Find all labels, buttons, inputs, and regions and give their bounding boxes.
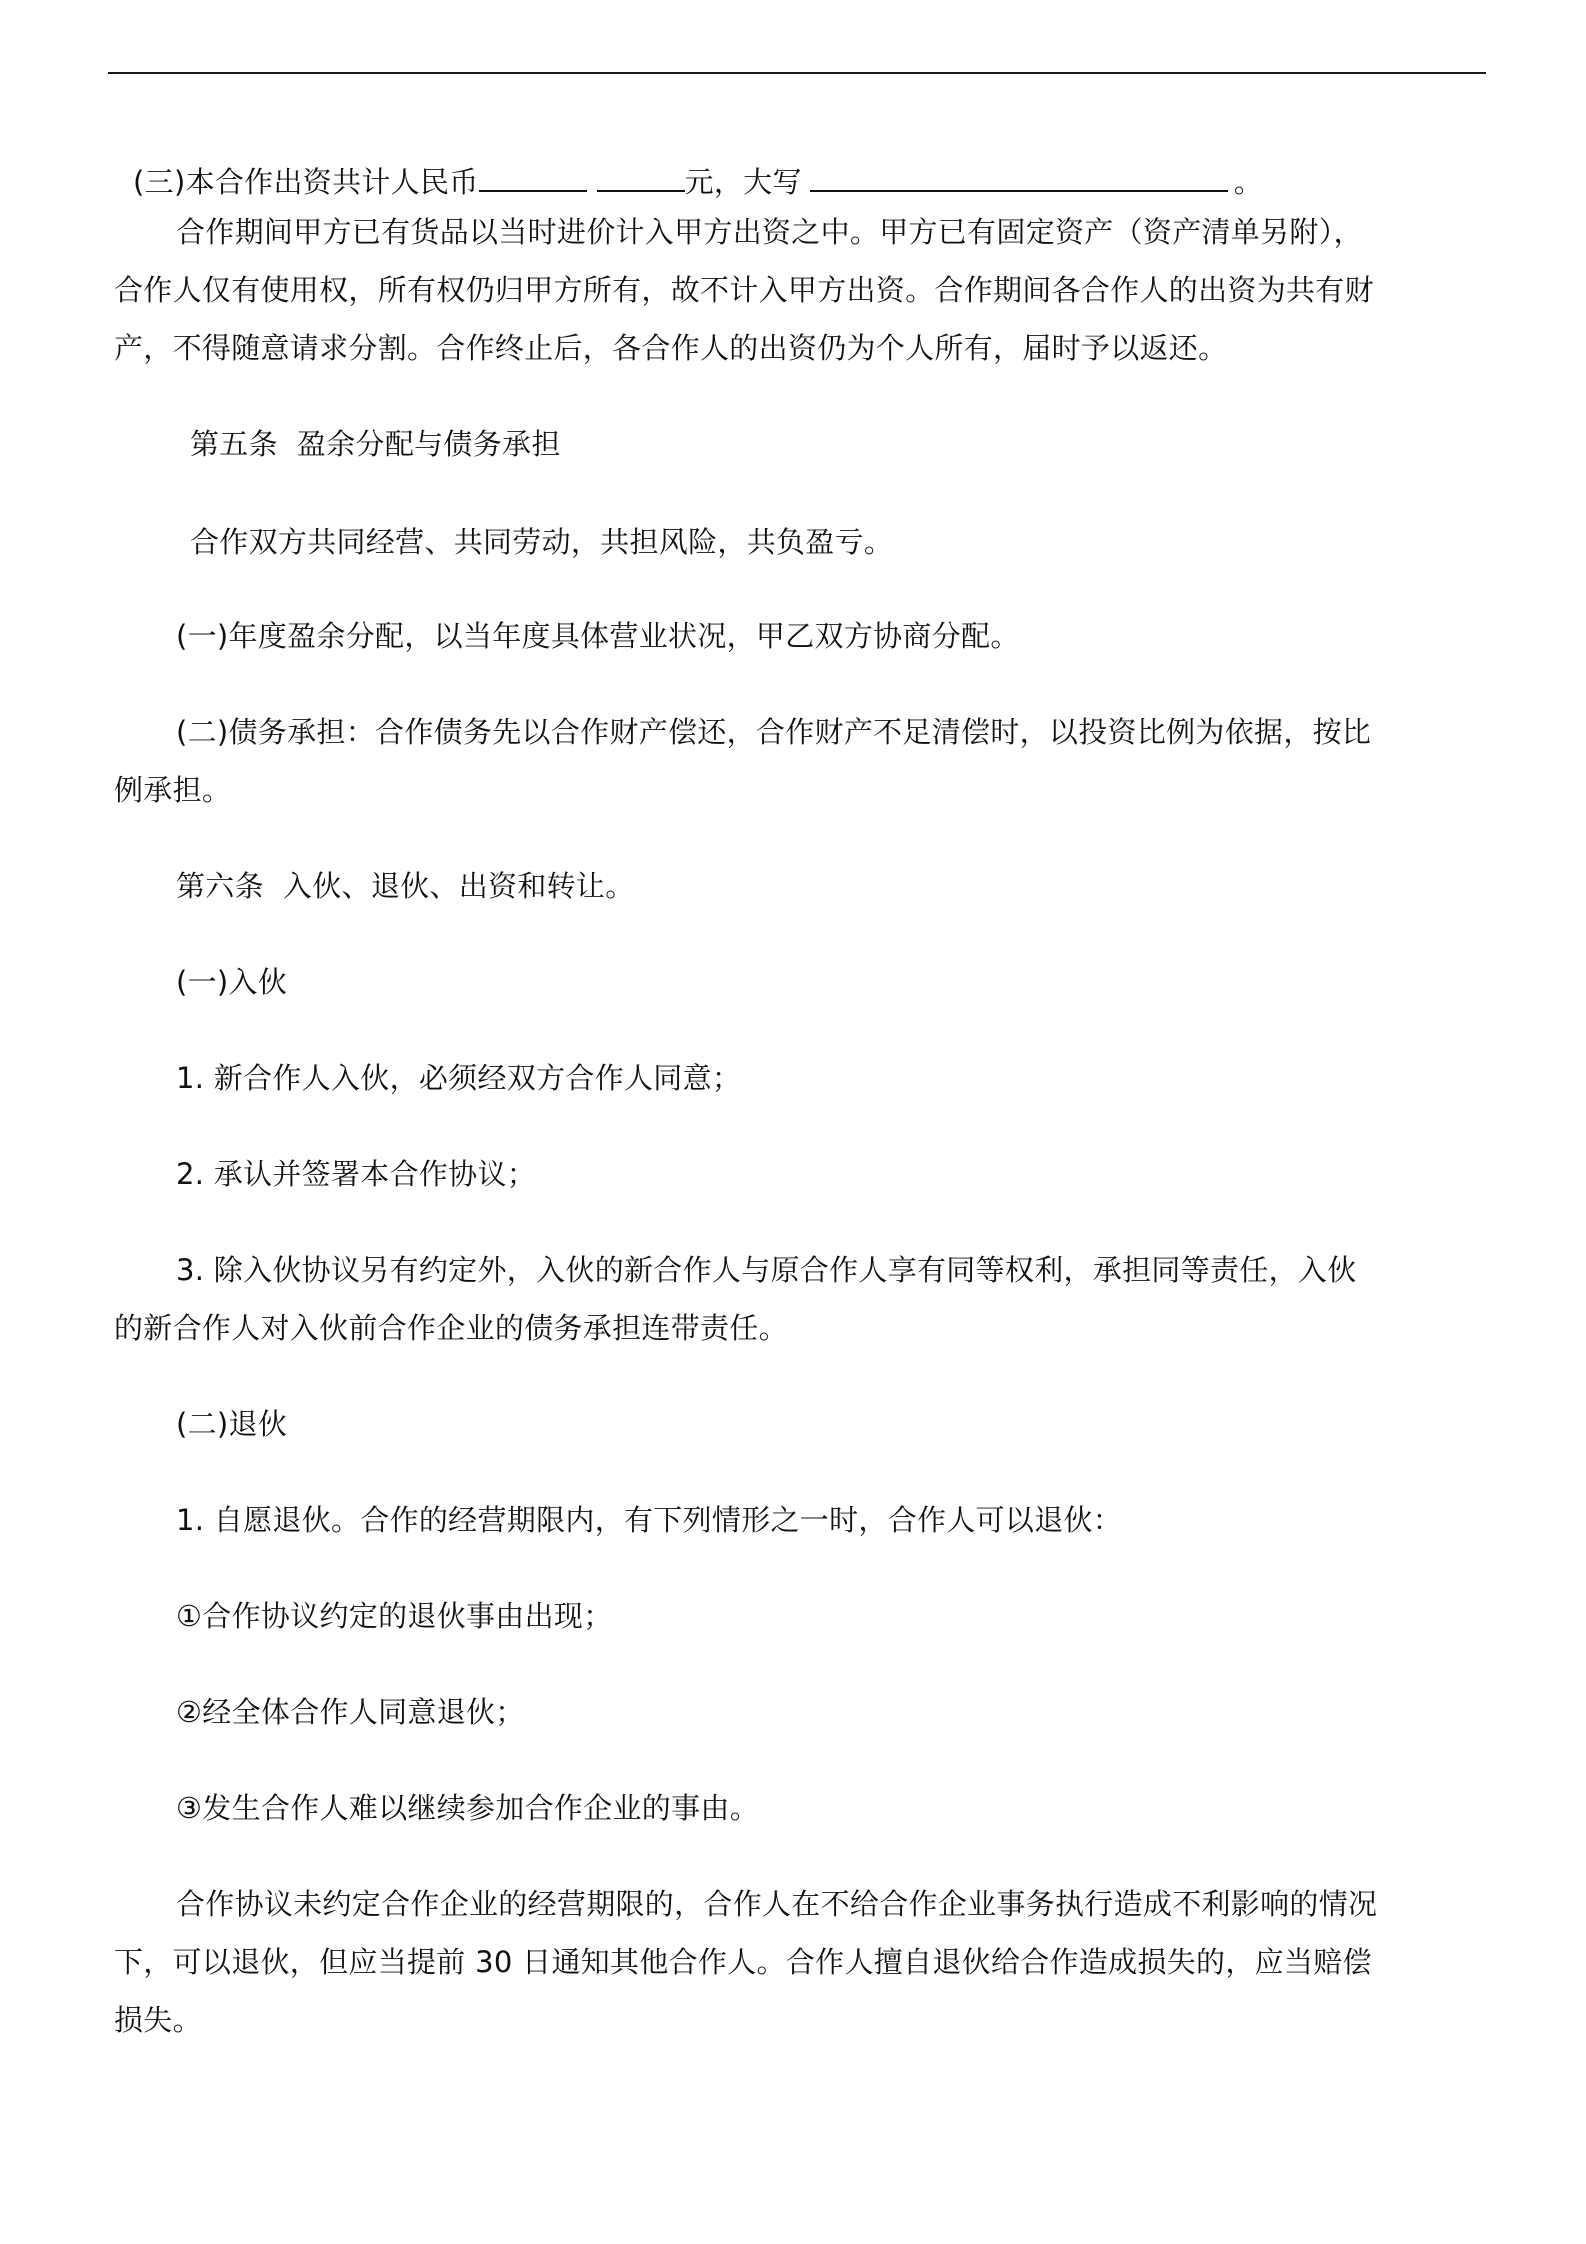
paragraph-line: (二)债务承担：合作债务先以合作财产偿还，合作财产不足清偿时，以投资比例为依据，按比 [176,715,1372,749]
list-item: ②经全体合作人同意退伙； [176,1695,525,1729]
paragraph-line: 合作期间甲方已有货品以当时进价计入甲方出资之中。甲方已有固定资产（资产清单另附）， [176,215,1363,249]
paragraph-line: 损失。 [114,2003,202,2037]
list-item: 3. 除入伙协议另有约定外，入伙的新合作人与原合作人享有同等权利，承担同等责任，入伙 [176,1253,1357,1287]
paragraph-line: (一)年度盈余分配，以当年度具体营业状况，甲乙双方协商分配。 [176,619,1020,653]
list-item: 2. 承认并签署本合作协议； [176,1157,537,1191]
paragraph-line: 例承担。 [114,773,232,807]
list-item: 1. 新合作人入伙，必须经双方合作人同意； [176,1061,742,1095]
paragraph-line: 产，不得随意请求分割。合作终止后，各合作人的出资仍为个人所有，届时予以返还。 [114,331,1228,365]
article-6-heading: 第六条 入伙、退伙、出资和转让。 [176,869,635,903]
article-5-heading: 第五条 盈余分配与债务承担 [190,427,561,461]
list-item: 1. 自愿退伙。合作的经营期限内，有下列情形之一时，合作人可以退伙： [176,1503,1123,1537]
paragraph-line: 的新合作人对入伙前合作企业的债务承担连带责任。 [114,1311,788,1345]
amount-blank-2[interactable] [597,162,685,192]
paragraph-line: 下，可以退伙，但应当提前 30 日通知其他合作人。合作人擅自退伙给合作造成损失的，应当赔偿 [114,1945,1372,1979]
header-rule [108,72,1486,74]
capital-total-prefix: (三)本合作出资共计人民币 [133,165,479,199]
paragraph-line: 合作双方共同经营、共同劳动，共担风险，共负盈亏。 [190,525,894,559]
period-mark: 。 [1233,165,1264,199]
capital-yuan-label: 元，大写 [684,165,802,199]
amount-blank-1[interactable] [479,162,587,192]
section-heading-withdraw: (二)退伙 [176,1407,288,1441]
paragraph-line: 合作人仅有使用权，所有权仍归甲方所有，故不计入甲方出资。合作期间各合作人的出资为共有财 [114,273,1374,307]
capital-total-line [114,122,1263,202]
list-item: ③发生合作人难以继续参加合作企业的事由。 [176,1791,759,1825]
paragraph-line: 合作协议未约定合作企业的经营期限的，合作人在不给合作企业事务执行造成不利影响的情况 [176,1887,1378,1921]
capital-in-words-blank[interactable] [810,162,1228,192]
section-heading-join: (一)入伙 [176,965,288,999]
list-item: ①合作协议约定的退伙事由出现； [176,1599,613,1633]
